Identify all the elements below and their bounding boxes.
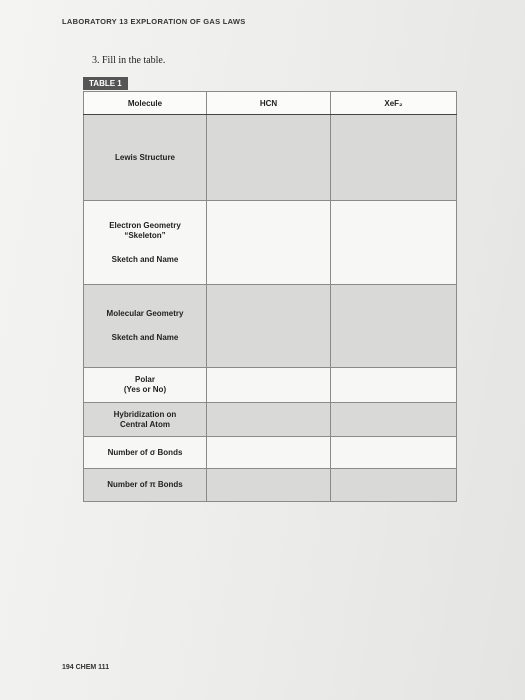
cell-hcn-polar[interactable] xyxy=(207,368,331,403)
row-label-line: Electron Geometry xyxy=(109,220,181,230)
row-hybridization xyxy=(84,403,457,437)
row-label-line: Sketch and Name xyxy=(111,254,179,264)
row-label-line: Number of π Bonds xyxy=(107,480,183,489)
cell-xef2-polar[interactable] xyxy=(331,368,457,403)
row-label-line: Central Atom xyxy=(120,419,170,429)
header-hcn: HCN xyxy=(207,92,331,115)
data-table xyxy=(83,91,457,502)
cell-hcn-hybridization[interactable] xyxy=(207,403,331,437)
row-label-gap xyxy=(84,241,206,255)
row-label xyxy=(84,115,207,201)
question-text: 3. Fill in the table. xyxy=(92,55,166,66)
cell-hcn-lewis[interactable] xyxy=(207,115,331,201)
row-label xyxy=(84,437,207,469)
table-tag: TABLE 1 xyxy=(83,77,128,90)
cell-xef2-pi[interactable] xyxy=(331,469,457,502)
row-label-line: “Skeleton” xyxy=(124,230,166,240)
cell-hcn-sigma[interactable] xyxy=(207,437,331,469)
cell-hcn-pi[interactable] xyxy=(207,469,331,502)
row-label-line: Lewis Structure xyxy=(114,152,175,162)
row-sigma-bonds xyxy=(84,437,457,469)
row-label-gap xyxy=(84,319,206,333)
cell-xef2-molecular-geometry[interactable] xyxy=(331,285,457,368)
row-label-line: Number of σ Bonds xyxy=(107,447,183,457)
cell-hcn-molecular-geometry[interactable] xyxy=(207,285,331,368)
row-label xyxy=(84,469,207,502)
row-lewis-structure xyxy=(84,115,457,201)
row-label-line: Polar xyxy=(134,375,155,384)
row-label-line: Sketch and Name xyxy=(111,333,179,342)
cell-xef2-hybridization[interactable] xyxy=(331,403,457,437)
row-electron-geometry xyxy=(84,201,457,285)
cell-hcn-electron-geometry[interactable] xyxy=(207,201,331,285)
row-label xyxy=(84,368,207,403)
cell-xef2-lewis[interactable] xyxy=(331,115,457,201)
row-label-line: (Yes or No) xyxy=(123,385,167,394)
cell-xef2-electron-geometry[interactable] xyxy=(331,201,457,285)
header-molecule: Molecule xyxy=(84,92,207,115)
row-label xyxy=(84,285,207,368)
row-label-line: Molecular Geometry xyxy=(106,309,184,318)
table-header-row xyxy=(84,92,457,115)
header-xef2: XeF₂ xyxy=(331,92,457,115)
row-pi-bonds xyxy=(84,469,457,502)
row-label-line: Hybridization on xyxy=(113,409,177,419)
cell-xef2-sigma[interactable] xyxy=(331,437,457,469)
running-header: LABORATORY 13 EXPLORATION OF GAS LAWS xyxy=(62,17,246,26)
row-molecular-geometry xyxy=(84,285,457,368)
row-label xyxy=(84,201,207,285)
page-footer: 194 CHEM 111 xyxy=(62,664,110,671)
row-polar xyxy=(84,368,457,403)
row-label xyxy=(84,403,207,437)
